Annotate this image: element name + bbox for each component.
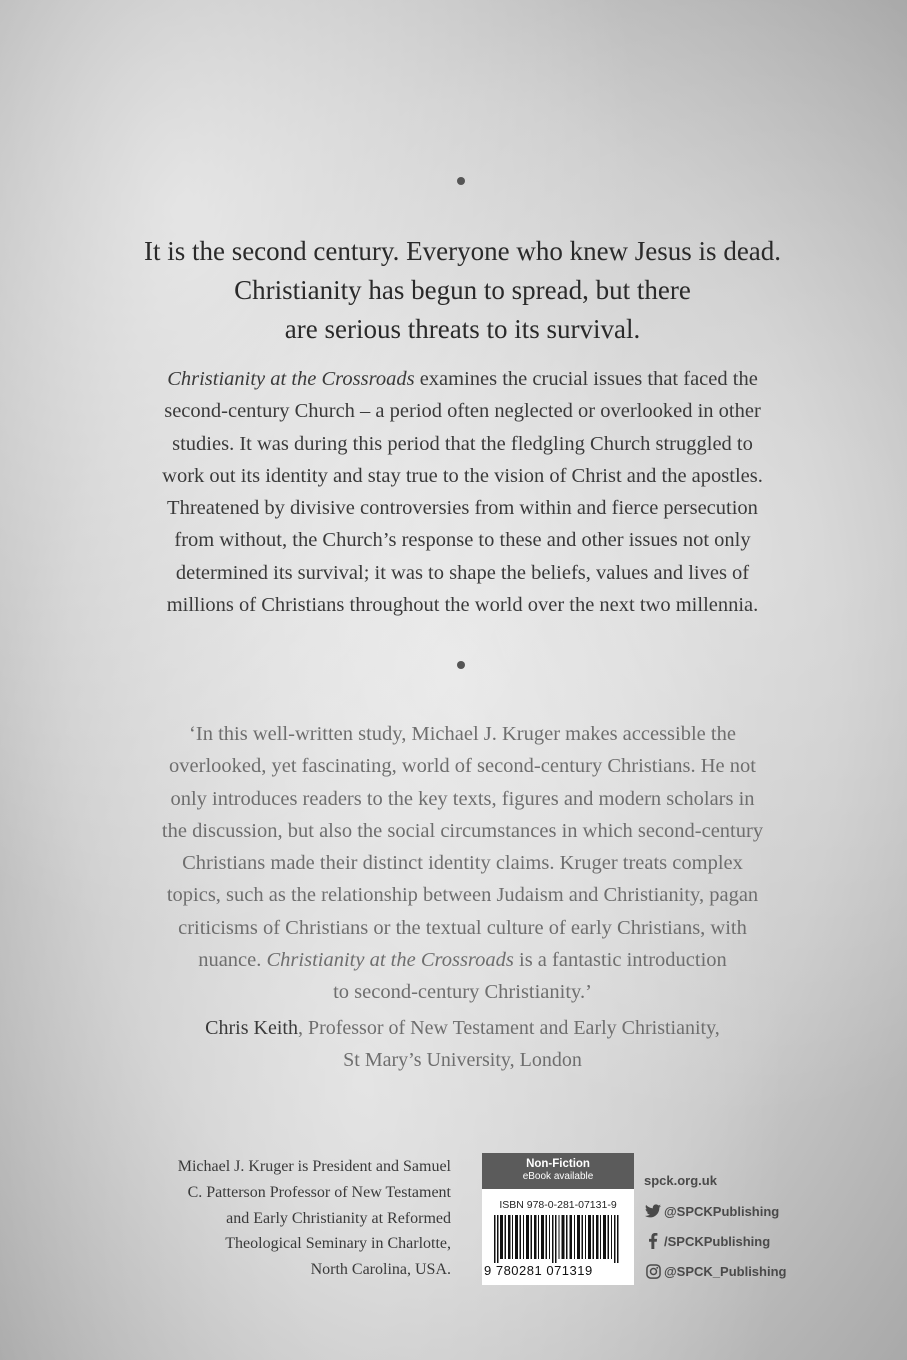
- barcode-bars: [492, 1215, 624, 1267]
- quote-text: is a fantastic introduction: [513, 949, 727, 972]
- instagram-row[interactable]: [644, 1256, 786, 1286]
- bio-line: C. Patterson Professor of New Testament: [187, 1183, 451, 1201]
- barcode-number: 9 780281 071319: [484, 1263, 593, 1278]
- category-header: [482, 1153, 634, 1189]
- quote-line: overlooked, yet fascinating, world of second-century Christians. He not: [169, 755, 756, 778]
- headline-line: are serious threats to its survival.: [284, 314, 641, 344]
- quote-line: Christians made their distinct identity claims. Kruger treats complex: [182, 852, 743, 875]
- instagram-handle[interactable]: @SPCK_Publishing: [664, 1263, 787, 1279]
- bio-line: Theological Seminary in Charlotte,: [225, 1235, 451, 1253]
- category-label: Non-Fiction: [526, 1158, 590, 1170]
- facebook-row[interactable]: [644, 1226, 786, 1256]
- blurb-line: work out its identity and stay true to the vision of Christ and the apostles.: [162, 464, 763, 487]
- headline-line: It is the second century. Everyone who knew Jesus is dead.: [143, 236, 782, 266]
- endorser-role: , Professor of New Testament and Early Christianity,: [297, 1017, 720, 1039]
- headline: [60, 232, 865, 349]
- quote-line: topics, such as the relationship between Judaism and Christianity, pagan: [166, 884, 759, 907]
- barcode-graphic: [492, 1215, 624, 1263]
- blurb-line: from without, the Church’s response to these and other issues not only: [174, 529, 751, 552]
- facebook-icon: [644, 1232, 662, 1250]
- quote-line: criticisms of Christians or the textual culture of early Christians, with: [178, 916, 747, 939]
- instagram-icon: [644, 1262, 662, 1280]
- quote-text: nuance.: [198, 949, 267, 972]
- blurb-line: [60, 363, 865, 395]
- ebook-availability: eBook available: [522, 1171, 594, 1182]
- blurb-text: examines the crucial issues that faced the: [414, 368, 758, 390]
- blurb: [60, 363, 865, 621]
- website-row[interactable]: [644, 1168, 786, 1192]
- bio-line: and Early Christianity at Reformed: [226, 1209, 451, 1227]
- isbn-label: ISBN 978-0-281-07131-9: [499, 1199, 617, 1211]
- publisher-contacts: [644, 1168, 786, 1286]
- book-title: Christianity at the Crossroads: [167, 368, 415, 390]
- blurb-line: Threatened by divisive controversies from within and fierce persecution: [167, 497, 758, 520]
- quote-line: ‘In this well-written study, Michael J. Kruger makes accessible the: [189, 723, 736, 745]
- twitter-handle[interactable]: @SPCKPublishing: [664, 1203, 780, 1219]
- twitter-row[interactable]: [644, 1196, 786, 1226]
- blurb-line: second-century Church – a period often neglected or overlooked in other: [164, 400, 761, 423]
- quote-line: [60, 944, 865, 976]
- blurb-line: studies. It was during this period that the fledgling Church struggled to: [172, 432, 753, 455]
- quote-attribution: [60, 1012, 865, 1076]
- facebook-handle[interactable]: /SPCKPublishing: [664, 1233, 771, 1249]
- endorsement-quote: [60, 718, 865, 1009]
- barcode-panel: [482, 1153, 634, 1285]
- blurb-line: determined its survival; it was to shape the beliefs, values and lives of: [175, 561, 750, 584]
- headline-line: Christianity has begun to spread, but there: [234, 275, 691, 305]
- book-title: Christianity at the Crossroads: [266, 949, 514, 972]
- blurb-line: millions of Christians throughout the world over the next two millennia.: [166, 594, 759, 617]
- author-bio: [120, 1154, 451, 1283]
- twitter-icon: [644, 1202, 662, 1220]
- endorser-name: Chris Keith: [205, 1017, 298, 1039]
- bio-line: North Carolina, USA.: [310, 1261, 451, 1279]
- quote-line: to second-century Christianity.’: [333, 981, 592, 1004]
- website-link[interactable]: spck.org.uk: [644, 1172, 717, 1188]
- ornament-dot-middle: [457, 661, 465, 669]
- quote-line: the discussion, but also the social circumstances in which second-century: [161, 819, 764, 842]
- attribution-line: [60, 1012, 865, 1044]
- quote-line: only introduces readers to the key texts, figures and modern scholars in: [170, 787, 755, 810]
- bio-line: Michael J. Kruger is President and Samuel: [177, 1158, 451, 1175]
- endorser-institution: St Mary’s University, London: [343, 1049, 582, 1071]
- ornament-dot-top: [457, 177, 465, 185]
